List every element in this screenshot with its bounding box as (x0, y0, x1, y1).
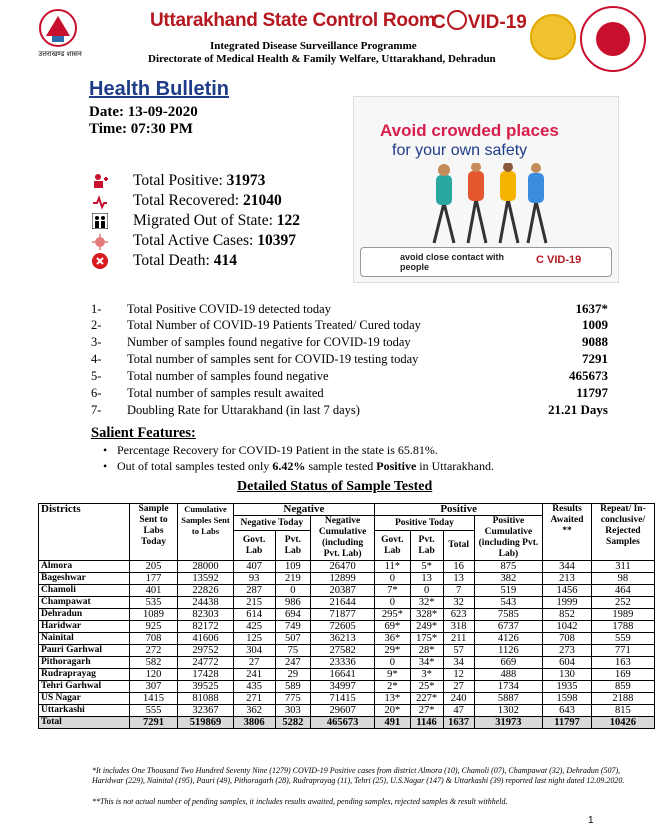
table-cell: 7 (443, 585, 474, 597)
table-cell: 1456 (543, 585, 592, 597)
table-cell: 1788 (591, 621, 654, 633)
header-negative: Negative (233, 504, 375, 516)
table-cell: 7585 (474, 609, 543, 621)
table-cell: 749 (275, 621, 310, 633)
table-cell: 271 (233, 693, 275, 705)
summary-number: 6- (91, 386, 102, 400)
table-cell: 34997 (311, 681, 375, 693)
table-cell: 425 (233, 621, 275, 633)
summary-text: Total number of samples result awaited (127, 386, 324, 400)
salient-heading: Salient Features: (91, 425, 196, 441)
table-cell: 1935 (543, 681, 592, 693)
table-cell: 1415 (129, 693, 178, 705)
table-cell: 4126 (474, 633, 543, 645)
table-cell: 775 (275, 693, 310, 705)
table-cell: 252 (591, 597, 654, 609)
header-results-awaited: Results Awaited ** (543, 504, 592, 561)
table-cell: 875 (474, 561, 543, 573)
table-cell: 986 (275, 597, 310, 609)
bulletin-title: Health Bulletin (89, 78, 230, 100)
table-cell: 205 (129, 561, 178, 573)
table-cell: 401 (129, 585, 178, 597)
table-cell: 295* (375, 609, 410, 621)
table-cell: 130 (543, 669, 592, 681)
summary-text: Total Positive COVID-19 detected today (127, 302, 331, 316)
table-cell: 69* (375, 621, 410, 633)
table-cell: 273 (543, 645, 592, 657)
table-cell: 0 (375, 597, 410, 609)
table-cell: 535 (129, 597, 178, 609)
table-row (39, 693, 655, 705)
table-cell: 211 (443, 633, 474, 645)
table-cell: 543 (474, 597, 543, 609)
summary-value: 1009 (582, 317, 608, 332)
table-cell: 0 (375, 573, 410, 585)
table-cell: 3806 (233, 717, 275, 729)
table-cell: 1637 (443, 717, 474, 729)
table-cell: 435 (233, 681, 275, 693)
table-cell: 488 (474, 669, 543, 681)
table-cell: 27 (233, 657, 275, 669)
table-cell: 219 (275, 573, 310, 585)
district-name-cell: US Nagar (39, 693, 130, 705)
table-cell: 362 (233, 705, 275, 717)
table-cell: 582 (129, 657, 178, 669)
table-cell: 169 (591, 669, 654, 681)
table-cell: 16641 (311, 669, 375, 681)
summary-value: 9088 (582, 334, 608, 349)
table-cell: 287 (233, 585, 275, 597)
summary-number: 5- (91, 369, 102, 383)
summary-text: Number of samples found negative for COVID-19 today (127, 335, 411, 349)
poster-contact-text: avoid close contact with people (400, 252, 505, 272)
table-cell: 12 (443, 669, 474, 681)
table-cell: 382 (474, 573, 543, 585)
table-cell: 20* (375, 705, 410, 717)
table-cell: 24438 (178, 597, 233, 609)
table-cell: 13* (375, 693, 410, 705)
table-cell: 1989 (591, 609, 654, 621)
summary-number: 4- (91, 352, 102, 366)
table-cell: 604 (543, 657, 592, 669)
district-name-cell: Champawat (39, 597, 130, 609)
table-cell: 13 (410, 573, 443, 585)
table-cell: 32 (443, 597, 474, 609)
table-cell: 1734 (474, 681, 543, 693)
table-cell: 93 (233, 573, 275, 585)
table-row (39, 561, 655, 573)
table-cell: 1126 (474, 645, 543, 657)
table-cell: 120 (129, 669, 178, 681)
table-cell: 20387 (311, 585, 375, 597)
table-cell: 82172 (178, 621, 233, 633)
header-cumulative-samples: Cumulative Samples Sent to Labs (178, 504, 233, 561)
table-row (39, 669, 655, 681)
table-cell: 5887 (474, 693, 543, 705)
table-cell: 5282 (275, 717, 310, 729)
table-cell: 240 (443, 693, 474, 705)
table-cell: 29607 (311, 705, 375, 717)
table-cell: 23336 (311, 657, 375, 669)
stat-active-cases: Total Active Cases: 10397 (133, 232, 296, 249)
table-cell: 303 (275, 705, 310, 717)
table-cell: 31973 (474, 717, 543, 729)
table-cell: 36213 (311, 633, 375, 645)
table-cell: 852 (543, 609, 592, 621)
header-districts: Districts (39, 504, 130, 561)
table-cell: 3* (410, 669, 443, 681)
table-cell: 708 (543, 633, 592, 645)
poster-subline: for your own safety (392, 142, 528, 159)
stat-total-recovered: Total Recovered: 21040 (133, 192, 282, 209)
table-row (39, 705, 655, 717)
summary-text: Doubling Rate for Uttarakhand (in last 7 days) (127, 403, 360, 417)
table-cell: 307 (129, 681, 178, 693)
table-cell: 25* (410, 681, 443, 693)
table-cell: 1089 (129, 609, 178, 621)
table-cell: 643 (543, 705, 592, 717)
table-cell: 1146 (410, 717, 443, 729)
header-pos-pvt-lab: Pvt. Lab (410, 531, 443, 561)
table-cell: 7291 (129, 717, 178, 729)
table-row (39, 645, 655, 657)
table-cell: 163 (591, 657, 654, 669)
table-cell: 28* (410, 645, 443, 657)
table-cell: 28000 (178, 561, 233, 573)
table-cell: 519869 (178, 717, 233, 729)
table-cell: 34* (410, 657, 443, 669)
district-name-cell: Uttarkashi (39, 705, 130, 717)
state-emblem-icon (38, 8, 78, 48)
table-cell: 12899 (311, 573, 375, 585)
nhm-logo-icon (580, 6, 646, 72)
table-cell: 26470 (311, 561, 375, 573)
footnote-positive-cases: *It includes One Thousand Two Hundred Seventy Nine (1279) COVID-19 Positive cases from district Almora (10), Chamoli (07), Champawat (32), Dehradun (507), Haridwar (229), Nainital (195), Pauri (49), Pithoragarh (28), Rudraprayag (11), Tehri (25), U.S.Nagar (147) & Uttarkashi (39) reported last night dated 12.09.2020. (92, 766, 625, 785)
bulletin-date: Date: 13-09-2020 (89, 104, 198, 120)
emblem-caption: उत्तराखण्ड शासन (38, 50, 82, 58)
table-cell: 71877 (311, 609, 375, 621)
header-positive: Positive (375, 504, 543, 516)
summary-text: Total number of samples found negative (127, 369, 329, 383)
bulletin-time: Time: 07:30 PM (89, 121, 193, 137)
header-title: Uttarakhand State Control Room (150, 10, 436, 31)
virus-icon (447, 10, 467, 30)
table-cell: 694 (275, 609, 310, 621)
district-name-cell: Rudraprayag (39, 669, 130, 681)
health-department-logo-icon (530, 14, 576, 60)
district-name-cell: Total (39, 717, 130, 729)
table-cell: 925 (129, 621, 178, 633)
table-cell: 1598 (543, 693, 592, 705)
safety-poster (353, 96, 619, 283)
district-name-cell: Tehri Garhwal (39, 681, 130, 693)
table-cell: 32* (410, 597, 443, 609)
district-name-cell: Nainital (39, 633, 130, 645)
table-cell: 0 (410, 585, 443, 597)
table-cell: 241 (233, 669, 275, 681)
table-cell: 13592 (178, 573, 233, 585)
table-cell: 98 (591, 573, 654, 585)
table-cell: 11797 (543, 717, 592, 729)
summary-number: 3- (91, 335, 102, 349)
table-cell: 9* (375, 669, 410, 681)
table-cell: 708 (129, 633, 178, 645)
sample-status-table (38, 503, 655, 729)
table-cell: 304 (233, 645, 275, 657)
district-name-cell: Pauri Garhwal (39, 645, 130, 657)
header-pos-govt-lab: Govt. Lab (375, 531, 410, 561)
table-cell: 1042 (543, 621, 592, 633)
summary-number: 7- (91, 403, 102, 417)
table-row (39, 681, 655, 693)
table-total-row (39, 717, 655, 729)
table-cell: 17428 (178, 669, 233, 681)
summary-value: 465673 (569, 368, 608, 383)
table-cell: 109 (275, 561, 310, 573)
table-cell: 519 (474, 585, 543, 597)
table-cell: 0 (375, 657, 410, 669)
district-name-cell: Haridwar (39, 621, 130, 633)
page-number: 1 (588, 815, 594, 826)
salient-bullet-recovery: • Percentage Recovery for COVID-19 Patient in the state is 65.81%. (117, 443, 438, 458)
table-cell: 34 (443, 657, 474, 669)
table-cell: 39525 (178, 681, 233, 693)
table-cell: 6737 (474, 621, 543, 633)
header-negative-today: Negative Today (233, 516, 310, 531)
table-cell: 47 (443, 705, 474, 717)
table-cell: 227* (410, 693, 443, 705)
table-cell: 0 (275, 585, 310, 597)
table-cell: 2188 (591, 693, 654, 705)
stat-total-death: Total Death: 414 (133, 252, 237, 269)
table-cell: 27 (443, 681, 474, 693)
district-name-cell: Pithoragarh (39, 657, 130, 669)
table-cell: 859 (591, 681, 654, 693)
summary-text: Total Number of COVID-19 Patients Treated/ Cured today (127, 318, 421, 332)
table-row (39, 585, 655, 597)
table-cell: 11* (375, 561, 410, 573)
table-row (39, 621, 655, 633)
table-cell: 7* (375, 585, 410, 597)
table-cell: 36* (375, 633, 410, 645)
footnote-pending-samples: **This is not actual number of pending samples, it includes results awaited, pending samples, rejected samples & result withheld. (92, 797, 508, 806)
table-cell: 5* (410, 561, 443, 573)
table-cell: 559 (591, 633, 654, 645)
covid-logo-text: C VID-19 (432, 12, 527, 33)
table-cell: 41606 (178, 633, 233, 645)
table-cell: 29752 (178, 645, 233, 657)
table-cell: 29* (375, 645, 410, 657)
table-cell: 491 (375, 717, 410, 729)
header-positive-cumulative: Positive Cumulative (including Pvt. Lab) (474, 516, 543, 561)
table-caption: Detailed Status of Sample Tested (237, 479, 433, 494)
district-name-cell: Dehradun (39, 609, 130, 621)
header-positive-today: Positive Today (375, 516, 475, 531)
header-repeat-rejected: Repeat/ In-conclusive/ Rejected Samples (591, 504, 654, 561)
table-cell: 21644 (311, 597, 375, 609)
table-cell: 177 (129, 573, 178, 585)
table-cell: 344 (543, 561, 592, 573)
table-cell: 13 (443, 573, 474, 585)
table-cell: 771 (591, 645, 654, 657)
table-cell: 16 (443, 561, 474, 573)
stat-migrated: Migrated Out of State: 122 (133, 212, 301, 229)
table-cell: 507 (275, 633, 310, 645)
table-cell: 81088 (178, 693, 233, 705)
table-cell: 27* (410, 705, 443, 717)
table-cell: 464 (591, 585, 654, 597)
table-cell: 82303 (178, 609, 233, 621)
table-cell: 815 (591, 705, 654, 717)
table-row (39, 573, 655, 585)
table-cell: 407 (233, 561, 275, 573)
summary-value: 1637* (575, 301, 608, 316)
table-row (39, 597, 655, 609)
summary-text: Total number of samples sent for COVID-19 testing today (127, 352, 419, 366)
table-cell: 27582 (311, 645, 375, 657)
table-cell: 175* (410, 633, 443, 645)
poster-badge: C VID-19 (536, 254, 582, 266)
header-neg-govt-lab: Govt. Lab (233, 531, 275, 561)
header-neg-pvt-lab: Pvt. Lab (275, 531, 310, 561)
summary-value: 7291 (582, 351, 608, 366)
summary-value: 11797 (576, 385, 608, 400)
district-name-cell: Almora (39, 561, 130, 573)
table-cell: 328* (410, 609, 443, 621)
summary-value: 21.21 Days (548, 402, 608, 417)
header-pos-total: Total (443, 531, 474, 561)
table-cell: 57 (443, 645, 474, 657)
table-cell: 1999 (543, 597, 592, 609)
header-subtitle-programme: Integrated Disease Surveillance Programme (210, 40, 417, 52)
district-name-cell: Bageshwar (39, 573, 130, 585)
table-cell: 213 (543, 573, 592, 585)
table-cell: 75 (275, 645, 310, 657)
table-cell: 465673 (311, 717, 375, 729)
poster-headline: Avoid crowded places (380, 121, 559, 140)
header-negative-cumulative: Negative Cumulative (including Pvt. Lab) (311, 516, 375, 561)
summary-number: 2- (91, 318, 102, 332)
table-cell: 71415 (311, 693, 375, 705)
stat-total-positive: Total Positive: 31973 (133, 172, 266, 189)
table-cell: 669 (474, 657, 543, 669)
salient-bullet-positivity: • Out of total samples tested only 6.42% sample tested Positive in Uttarakhand. (117, 459, 494, 474)
table-cell: 589 (275, 681, 310, 693)
table-cell: 311 (591, 561, 654, 573)
header-subtitle-directorate: Directorate of Medical Health & Family Welfare, Uttarakhand, Dehradun (148, 53, 496, 65)
district-name-cell: Chamoli (39, 585, 130, 597)
table-cell: 29 (275, 669, 310, 681)
table-cell: 1302 (474, 705, 543, 717)
table-row (39, 633, 655, 645)
table-row (39, 609, 655, 621)
table-cell: 614 (233, 609, 275, 621)
table-cell: 215 (233, 597, 275, 609)
table-cell: 318 (443, 621, 474, 633)
walking-people-illustration (424, 163, 554, 247)
table-cell: 2* (375, 681, 410, 693)
table-row (39, 657, 655, 669)
summary-number: 1- (91, 302, 102, 316)
table-cell: 247 (275, 657, 310, 669)
table-cell: 24772 (178, 657, 233, 669)
table-cell: 623 (443, 609, 474, 621)
table-cell: 10426 (591, 717, 654, 729)
table-cell: 249* (410, 621, 443, 633)
header-sample-today: Sample Sent to Labs Today (129, 504, 178, 561)
table-cell: 125 (233, 633, 275, 645)
table-cell: 555 (129, 705, 178, 717)
table-cell: 22826 (178, 585, 233, 597)
table-cell: 32367 (178, 705, 233, 717)
table-cell: 72605 (311, 621, 375, 633)
table-cell: 272 (129, 645, 178, 657)
